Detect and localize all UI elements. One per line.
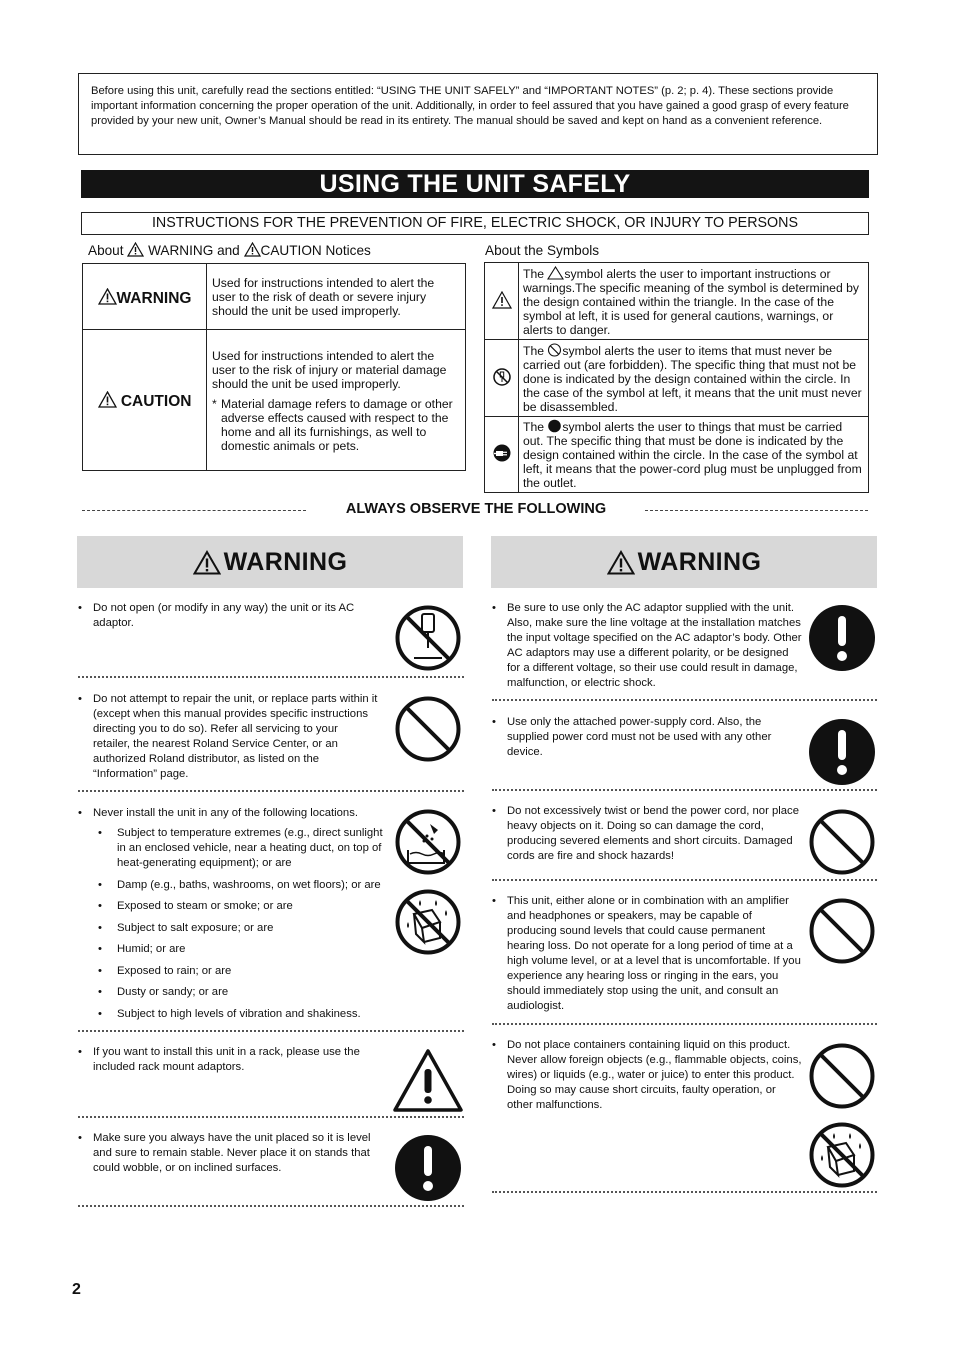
symbols-table xyxy=(484,262,869,493)
item-separator xyxy=(492,699,877,701)
bullet: • xyxy=(98,1008,102,1020)
item-text: Never install the unit in any of the following locations. xyxy=(93,807,358,819)
circle-desc: symbol alerts the user to items that must never be carried out (are forbidden). The specific thing that must not be done is indicated by the design contained within the circle. In the case of the symbol at left, it means that the unit must never be disassembled. xyxy=(523,343,862,414)
warning-banner-left xyxy=(77,536,463,588)
no-damp-icon xyxy=(394,808,462,876)
location-item xyxy=(98,985,388,1000)
bullet: • xyxy=(98,943,102,955)
list-item xyxy=(78,601,378,631)
symbols-label: About the Symbols xyxy=(485,243,600,258)
symbol-circle-cell xyxy=(485,340,519,417)
mandatory-icon xyxy=(808,604,876,672)
item-separator xyxy=(492,789,877,791)
bullet: • xyxy=(98,965,102,977)
item-text: Do not place containers containing liquid on this product. Never allow foreign objects (e.g., flammable objects, coins, wires) or liquids (e.g., water or juice) to enter this product. Doing so may cause short circuits, faulty operation, or other malfunctions. xyxy=(507,1039,802,1111)
mandatory-icon xyxy=(394,1134,462,1202)
caution-head: CAUTION xyxy=(120,393,192,410)
item-separator xyxy=(78,790,464,792)
location-item xyxy=(98,878,388,893)
bullet: • xyxy=(492,805,496,817)
location-text: Subject to temperature extremes (e.g., direct sunlight in an enclosed vehicle, near a heating duct, on top of heat-generating equipment); or are xyxy=(117,827,383,869)
location-item xyxy=(98,942,388,957)
item-separator xyxy=(78,1116,464,1118)
warning-triangle-icon xyxy=(127,242,144,257)
caution-note-text: Material damage refers to damage or other adverse effects caused with respect to the home and all its furnishings, as well to domestic animals or pets. xyxy=(221,396,453,453)
location-item xyxy=(98,1007,388,1022)
no-water-icon xyxy=(808,1121,876,1189)
caution-note xyxy=(212,397,459,453)
unplug-icon xyxy=(492,443,512,463)
list-item xyxy=(492,894,802,1014)
item-text: Do not attempt to repair the unit, or replace parts within it (except when this manual provides specific instructions directing you to do so). Refer all servicing to your retailer, the nearest Roland Service Center, or an authorized Roland distributor, as listed on the “Information” page. xyxy=(93,693,378,780)
mandatory-icon xyxy=(808,718,876,786)
caution-note-mark: * xyxy=(212,396,217,411)
warning-triangle-icon xyxy=(607,550,635,575)
prohibited-icon xyxy=(394,695,462,763)
bullet: • xyxy=(78,1046,82,1058)
section-subtitle: INSTRUCTIONS FOR THE PREVENTION OF FIRE, ELECTRIC SHOCK, OR INJURY TO PERSONS xyxy=(81,212,869,235)
item-text: This unit, either alone or in combination with an amplifier and headphones or speakers, may be capable of producing sound levels that could cause permanent hearing loss. Do not operate for a long period of time at a high volume level, or at a level that is uncomfortable. If you experience any hearing loss or ringing in the ears, you should immediately stop using the unit, and consult an audiologist. xyxy=(507,895,801,1012)
bullet: • xyxy=(492,716,496,728)
location-text: Humid; or are xyxy=(117,943,186,955)
symbol-the: The xyxy=(523,343,545,358)
list-item xyxy=(78,1131,378,1176)
bullet: • xyxy=(492,602,496,614)
warning-head-cell xyxy=(83,264,207,330)
mandatory-dot-icon xyxy=(547,419,562,433)
symbol-triangle-cell xyxy=(485,263,519,340)
warning-banner-label: WARNING xyxy=(637,547,762,576)
location-text: Dusty or sandy; or are xyxy=(117,986,229,998)
symbol-the: The xyxy=(523,266,545,281)
item-text: If you want to install this unit in a rack, please use the included rack mount adaptors. xyxy=(93,1046,360,1073)
warning-triangle-icon xyxy=(98,288,117,305)
dashed-line-right xyxy=(645,510,868,511)
list-item xyxy=(492,715,802,760)
warning-triangle-icon xyxy=(193,550,221,575)
location-text: Exposed to steam or smoke; or are xyxy=(117,900,293,912)
item-separator xyxy=(78,1205,464,1207)
warning-banner-right xyxy=(491,536,877,588)
warning-desc: Used for instructions intended to alert the user to the risk of death or severe injury should the unit be used improperly. xyxy=(207,264,466,330)
prohibited-outline-icon xyxy=(547,343,562,357)
location-text: Subject to high levels of vibration and shakiness. xyxy=(117,1008,361,1020)
prohibited-icon xyxy=(808,1042,876,1110)
prohibited-icon xyxy=(808,897,876,965)
dot-desc-cell xyxy=(519,417,869,493)
no-disassembly-icon xyxy=(492,367,512,387)
symbol-dot-cell xyxy=(485,417,519,493)
location-text: Subject to salt exposure; or are xyxy=(117,922,274,934)
list-item xyxy=(492,804,802,864)
always-observe-heading: ALWAYS OBSERVE THE FOLLOWING xyxy=(345,501,607,517)
bullet: • xyxy=(492,895,496,907)
triangle-outline-icon xyxy=(547,266,564,280)
item-text: Use only the attached power-supply cord. Also, the supplied power cord must not be used with any other device. xyxy=(507,716,772,758)
location-text: Damp (e.g., baths, washrooms, on wet floors); or are xyxy=(117,879,381,891)
prohibited-icon xyxy=(808,808,876,876)
dot-desc: symbol alerts the user to things that must be carried out. The specific thing that must be done is indicated by the design contained within the circle. In the case of the symbol at left, it means that the power-cord plug must be unplugged from the outlet. xyxy=(523,420,862,490)
page-number: 2 xyxy=(72,1281,81,1298)
item-text: Make sure you always have the unit placed so it is level and sure to remain stable. Never place it on stands that could wobble, or on inclined surfaces. xyxy=(93,1132,371,1174)
location-text: Exposed to rain; or are xyxy=(117,965,232,977)
list-item xyxy=(78,692,378,782)
bullet: • xyxy=(78,1132,82,1144)
item-text: Be sure to use only the AC adaptor supplied with the unit. Also, make sure the line voltage at the installation matches the input voltage specified on the AC adaptor’s body. Other AC adaptors may use a different polarity, or be designed for a different voltage, so their use could result in damage, malfunction, or electric shock. xyxy=(507,602,802,689)
item-separator xyxy=(78,1030,464,1032)
item-text: Do not excessively twist or bend the power cord, nor place heavy objects on it. Doing so can damage the cord, producing severed elements and short circuits. Damaged cords are fire and shock hazards! xyxy=(507,805,799,862)
warning-head: WARNING xyxy=(116,289,192,307)
dashed-line-left xyxy=(82,510,306,511)
notices-label-about: About xyxy=(88,243,124,258)
item-text: Do not open (or modify in any way) the unit or its AC adaptor. xyxy=(93,602,355,629)
warning-triangle-icon xyxy=(492,291,512,309)
list-item xyxy=(492,1038,802,1113)
bullet: • xyxy=(98,879,102,891)
page-title: USING THE UNIT SAFELY xyxy=(81,170,869,198)
triangle-desc-cell xyxy=(519,263,869,340)
list-item xyxy=(78,1045,378,1075)
always-observe-divider xyxy=(82,500,868,522)
warning-triangle-icon xyxy=(98,391,117,408)
location-item xyxy=(98,921,388,936)
notices-label-warning: WARNING and xyxy=(148,243,240,258)
circle-desc-cell xyxy=(519,340,869,417)
location-item xyxy=(98,899,388,914)
bullet: • xyxy=(492,1039,496,1051)
item-separator xyxy=(492,1023,877,1025)
item-separator xyxy=(492,879,877,881)
bullet: • xyxy=(78,602,82,614)
list-item xyxy=(78,806,388,821)
symbol-the: The xyxy=(523,420,545,434)
caution-head-cell xyxy=(83,330,207,471)
item-separator xyxy=(78,676,464,678)
notices-table xyxy=(82,263,466,471)
warning-triangle-icon xyxy=(392,1047,464,1113)
no-water-icon xyxy=(394,888,462,956)
triangle-desc: symbol alerts the user to important instructions or warnings.The specific meaning of the symbol is determined by the design contained within the triangle. In the case of the symbol at left, it is used for general cautions, warnings, or alerts to danger. xyxy=(523,266,859,337)
location-item xyxy=(98,826,388,871)
bullet: • xyxy=(98,827,102,839)
list-item xyxy=(492,601,802,691)
location-item xyxy=(98,964,388,979)
item-separator xyxy=(492,1191,877,1193)
bullet: • xyxy=(78,693,82,705)
intro-note: Before using this unit, carefully read the sections entitled: “USING THE UNIT SAFELY” and “IMPORTANT NOTES” (p. 2; p. 4). These sections provide important information concerning the proper operation of the unit. Additionally, in order to feel assured that you have gained a good grasp of every feature provided by your new unit, Owner’s Manual should be read in its entirety. The manual should be saved and kept on hand as a convenient reference. xyxy=(78,73,878,155)
caution-cell xyxy=(207,330,466,471)
bullet: • xyxy=(98,900,102,912)
caution-desc: Used for instructions intended to alert the user to the risk of injury or material damage should the unit be used improperly. xyxy=(212,348,447,391)
no-disassembly-icon xyxy=(394,604,462,672)
warning-banner-label: WARNING xyxy=(223,547,348,576)
bullet: • xyxy=(98,986,102,998)
bullet: • xyxy=(98,922,102,934)
notices-label xyxy=(88,242,371,258)
notices-label-caution: CAUTION Notices xyxy=(260,243,371,258)
warning-triangle-icon xyxy=(244,242,261,257)
bullet: • xyxy=(78,807,82,819)
